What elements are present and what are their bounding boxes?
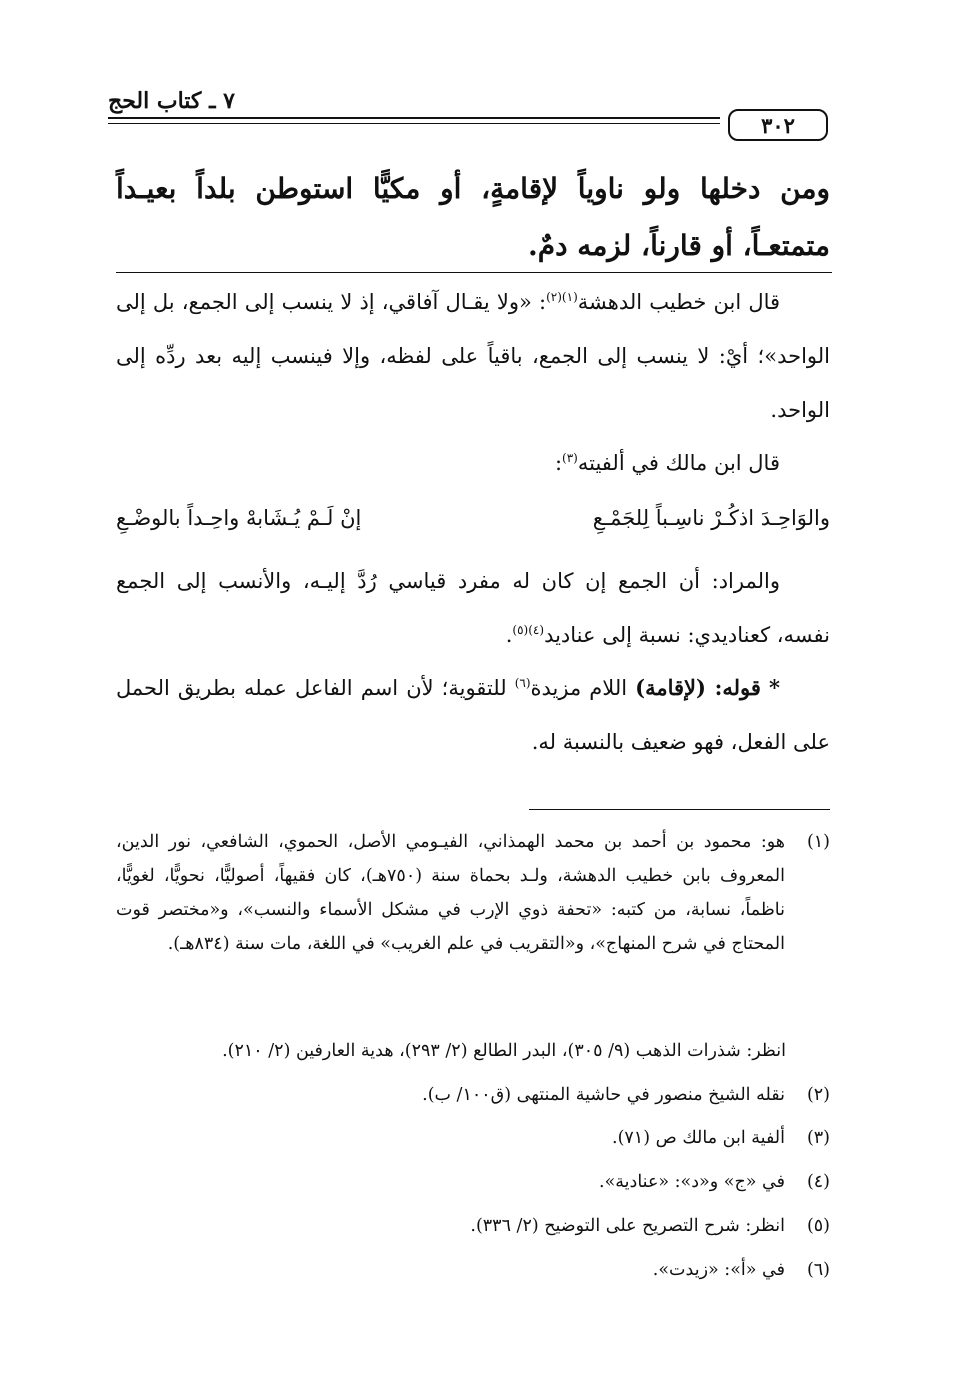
footnote-text: هو: محمود بن أحمد بن محمد الهمذاني، الفيـومي الأصل، الحموي، الشافعي، نور الدين، المعروف بابن خطيب الدهشة، ولـد بحماة سنة (٧٥٠هـ)، كان فقيهاً، أصوليًّا، نحويًّا، لغويًّا، ناظماً، نسابة، من كتبه: «تحفة ذوي الإرب في مشكل الأسماء والنسب»، و«مختصر قوت المحتاج في شرح المنهاج»، و«التقريب في علم الغريب» في اللغة، مات سنة (٨٣٤هـ). xyxy=(116,832,785,954)
page-number-box xyxy=(728,109,828,141)
footnote-ref-1-2[interactable]: (١)(٢) xyxy=(546,290,578,304)
poetry-verse xyxy=(116,506,830,546)
footnote-1-references: انظر: شذرات الذهب (٩/ ٣٠٥)، البدر الطالع (٢/ ٢٩٣)، هدية العارفين (٢/ ٢١٠). xyxy=(222,1041,786,1061)
commentary-paragraph-2: قال ابن مالك في ألفيته$^{(٣)}$: xyxy=(554,451,780,475)
star-bullet: * xyxy=(769,675,781,700)
footnote-6 xyxy=(116,1253,830,1287)
matn-text: ومن دخلها ولو ناوياً لإقامةٍ، أو مكيًّا استوطن بلداً بعيـداً متمتعـاً، أو قارناً، لزمه دمٌ. xyxy=(116,172,830,262)
footnote-number: (٥) xyxy=(806,1216,830,1236)
footnote-separator xyxy=(529,809,830,810)
footnote-number: (٤) xyxy=(806,1172,830,1192)
footnote-number: (٣) xyxy=(806,1128,830,1148)
footnote-ref-4-5[interactable]: (٤)(٥) xyxy=(512,623,545,637)
footnote-number: (١) xyxy=(806,832,830,852)
footnote-4 xyxy=(116,1165,830,1199)
footnote-3 xyxy=(116,1121,830,1155)
qawluh-lemma: قوله: (لإقامة) xyxy=(635,675,761,700)
footnote-text: نقله الشيخ منصور في حاشية المنتهى (ق١٠٠/ ب). xyxy=(422,1085,785,1105)
footnote-number: (٦) xyxy=(806,1260,830,1280)
commentary-paragraph-1: قال ابن خطيب الدهشة$^{(١)(٢)}$: «ولا يقـال آفاقي، إذ لا ينسب إلى الجمع، بل إلى الواحد»؛ أيْ: لا ينسب إلى الجمع، باقياً على لفظه، وإلا فينسب إليه بعد ردِّه إلى الواحد. xyxy=(116,290,830,422)
footnote-text: انظر: شرح التصريح على التوضيح (٢/ ٣٣٦). xyxy=(470,1216,785,1236)
footnote-2 xyxy=(116,1078,830,1112)
footnote-5 xyxy=(116,1209,830,1243)
commentary-paragraph-4: * قوله: (لإقامة) اللام مزيدة$^{(٦)}$ للتقوية؛ لأن اسم الفاعل عمله بطريق الحمل على الفعل، فهو ضعيف بالنسبة له. xyxy=(116,675,830,754)
footnote-1 xyxy=(116,825,830,961)
footnote-text: ألفية ابن مالك ص (٧١). xyxy=(612,1128,785,1148)
chapter-title: ٧ ـ كتاب الحج xyxy=(108,88,235,114)
header-rule xyxy=(108,117,720,124)
matn-separator xyxy=(116,272,832,273)
footnote-text: في «أ»: «زيدت». xyxy=(652,1260,785,1280)
verse-first-hemistich: والوَاحِـدَ اذكُـرْ ناسِـباً لِلجَمْـعِ xyxy=(592,506,830,530)
commentary-paragraph-3: والمراد: أن الجمع إن كان له مفرد قياسي رُدَّ إليـه، والأنسب إلى الجمع نفسه، كعناديدي: نسبة إلى عناديد$^{(٤)(٥)}$. xyxy=(116,569,830,647)
footnote-number: (٢) xyxy=(806,1085,830,1105)
footnote-ref-6[interactable]: (٦) xyxy=(514,676,531,690)
verse-second-hemistich: إنْ لَـمْ يُـشَابهْ واحِـداً بالوضْـعِ xyxy=(116,506,362,530)
page-number: ٣٠٢ xyxy=(761,112,795,138)
footnote-text: في «ج» و«د»: «عنادية». xyxy=(599,1172,785,1192)
footnote-ref-3[interactable]: (٣) xyxy=(562,451,578,465)
